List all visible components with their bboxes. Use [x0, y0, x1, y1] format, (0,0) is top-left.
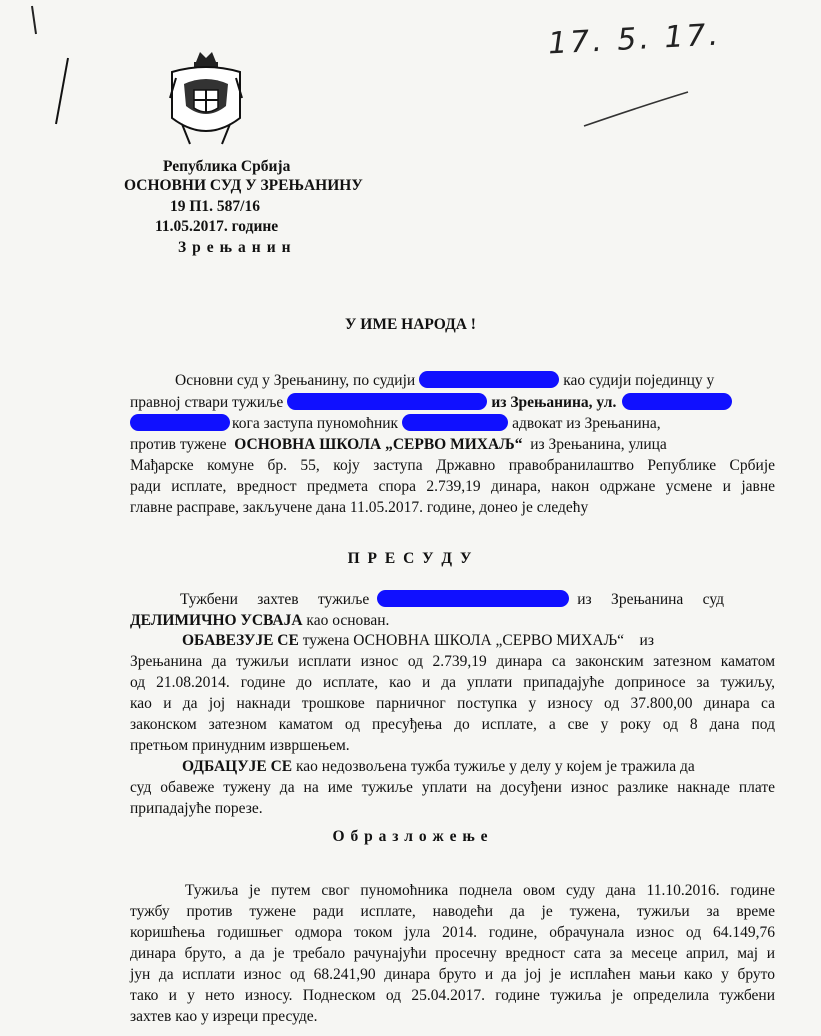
verdict-p2-line-6: претњом принудним извршењем.	[130, 737, 350, 754]
intro-line-3: кога заступа пуномоћник адвокат из Зрењанина,	[130, 413, 775, 434]
verdict-p3-line-3: припадајуће порезе.	[130, 800, 263, 817]
header-city: Зрењанин	[178, 239, 297, 256]
verdict-p3-line-1: ОДБАЦУЈЕ СЕ као недозвољена тужба тужиље у делу у којем је тражила да	[182, 758, 695, 775]
reasoning-line-1: Тужиља је путем свог пуномоћника поднела овом суду дана 11.10.2016. године	[185, 882, 775, 899]
reasoning-line-3: коришћења годишњег одмора током јула 2014. године, обрачунала износ од 64.149,76	[130, 924, 775, 941]
verdict-p2-line-5: законском затезном каматом од пресуђења до исплате, а све у року од 8 дана под	[130, 716, 775, 733]
coat-of-arms	[166, 48, 246, 154]
redaction-attorney	[402, 414, 508, 431]
header-country: Република Србија	[163, 158, 291, 175]
header-date: 11.05.2017. године	[155, 218, 279, 235]
redaction-judge	[419, 371, 559, 388]
reasoning-line-7: захтев као у изреци пресуде.	[130, 1008, 318, 1025]
reasoning-line-4: динара бруто, а да је требало рачунајући просечну вредност сата за месеце април, мај и	[130, 945, 775, 962]
header-court: ОСНОВНИ СУД У ЗРЕЊАНИНУ	[124, 177, 363, 194]
verdict-p2-line-3: од 21.08.2014. године до исплате, као и да уплати припадајуће доприносе за тужиљу,	[130, 674, 775, 691]
verdict-p2-line-4: као и да јој накнади трошкове парничног поступка у износу од 37.800,00 динара са	[130, 695, 775, 712]
intro-line-6: ради исплате, вредност предмета спора 2.739,19 динара, након одржане усмене и јавне	[130, 478, 775, 495]
intro-line-2: правној ствари тужиље из Зрењанина, ул.	[130, 392, 775, 413]
redaction-street	[622, 393, 732, 410]
verdict-p1-line-1: Тужбени захтев тужиље из Зрењанина суд	[180, 591, 725, 608]
reasoning-title: О б р а з л о ж е њ е	[332, 828, 489, 845]
intro-line-5: Мађарске комуне бр. 55, коју заступа Државно правобранилаштво Републике Србије	[130, 457, 775, 474]
verdict-p2-line-1: ОБАВЕЗУЈЕ СЕ тужена ОСНОВНА ШКОЛА „СЕРВО МИХАЉ“ из	[182, 632, 654, 649]
intro-line-4: против тужене ОСНОВНА ШКОЛА „СЕРВО МИХАЉ“ из Зрењанина, улица	[130, 436, 667, 453]
verdict-p1-line-2: ДЕЛИМИЧНО УСВАЈА као основан.	[130, 612, 390, 629]
handwritten-date: 17. 5. 17.	[547, 17, 722, 62]
reasoning-line-5: јун да исплати износ од 68.241,90 динара бруто и да јој је исплаћен мањи како у бруто	[130, 966, 775, 983]
intro-line-1: Основни суд у Зрењанину, по судији као судији појединцу у	[175, 372, 715, 389]
redaction-address	[130, 414, 230, 431]
pen-stroke-icon	[582, 88, 692, 128]
margin-slash	[52, 56, 72, 126]
margin-tick-icon	[28, 4, 46, 36]
reasoning-line-6: тако и у нето износу. Поднеском од 25.04.2017. године тужиља је определила тужбени	[130, 987, 775, 1004]
verdict-p2-line-2: Зрењанина да тужиљи исплати износ од 2.739,19 динара са законским затезном каматом	[130, 653, 775, 670]
verdict-title: П Р Е С У Д У	[347, 550, 474, 567]
redaction-plaintiff	[287, 393, 487, 410]
redaction-plaintiff-2	[377, 590, 569, 607]
serbian-coat-of-arms-icon	[166, 48, 246, 154]
header-case-number: 19 П1. 587/16	[170, 198, 260, 215]
verdict-p3-line-2: суд обавеже тужену да на име тужиље уплати на досуђени износ разлике накнаде плате	[130, 779, 775, 796]
handwritten-stroke	[582, 88, 692, 128]
reasoning-line-2: тужбу против тужене ради исплате, наводећи да је тужена, тужиљи за време	[130, 903, 775, 920]
margin-mark	[28, 4, 46, 36]
margin-slash-icon	[52, 56, 72, 126]
document-title: У ИМЕ НАРОДА !	[345, 316, 476, 333]
intro-line-7: главне расправе, закључене дана 11.05.2017. године, донео је следећу	[130, 499, 589, 516]
